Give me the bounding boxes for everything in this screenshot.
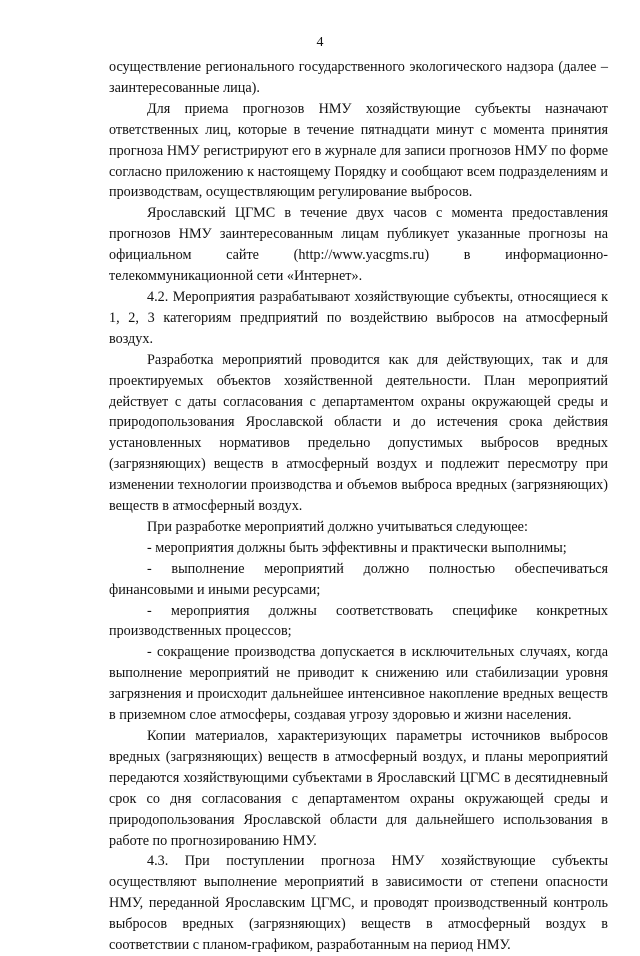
paragraph-measures-development: Разработка мероприятий проводится как для действующих, так и для проектируемых объектов хозяйственной деятельности. План мероприятий действует с даты согласования с департаментом охраны окружающей среды и природопользования Ярославской области и до истечения срока действия установленных нормативов предельно допустимых выбросов вредных (загрязняющих) веществ в атмосферный воздух и подлежит пересмотру при изменении технологии производства и объемов выброса вредных (загрязняющих) веществ в атмосферный воздух.	[109, 351, 608, 515]
paragraph-requirements-intro: При разработке мероприятий должно учитываться следующее:	[147, 518, 528, 535]
paragraph-section-4-2: 4.2. Мероприятия разрабатывают хозяйствующие субъекты, относящиеся к 1, 2, 3 категориям предприятий по воздействию выбросов на атмосферный воздух.	[109, 288, 608, 347]
list-item-effective: - мероприятия должны быть эффективны и практически выполнимы;	[147, 539, 567, 556]
list-item-specifics: - мероприятия должны соответствовать специфике конкретных производственных процессов;	[109, 602, 608, 640]
page-number: 4	[316, 35, 324, 50]
list-item-resources: - выполнение мероприятий должно полностью обеспечиваться финансовыми и иными ресурсами;	[109, 560, 608, 598]
document-body	[109, 57, 608, 956]
list-item-production-reduction: - сокращение производства допускается в исключительных случаях, когда выполнение мероприятий не приводит к снижению или стабилизации уровня загрязнения и происходит дальнейшее интенсивное накопление вредных веществ в приземном слое атмосферы, создавая угрозу здоровью и жизни населения.	[109, 644, 608, 724]
paragraph-continuation: осуществление регионального государственного экологического надзора (далее – заинтересованные лица).	[109, 59, 608, 96]
paragraph-forecast-publication: Ярославский ЦГМС в течение двух часов с момента предоставления прогнозов НМУ заинтересованным лицам публикует указанные прогнозы на официальном сайте (http://www.yacgms.ru) в информационно-телекоммуникационной сети «Интернет».	[109, 205, 608, 285]
paragraph-material-copies: Копии материалов, характеризующих параметры источников выбросов вредных (загрязняющих) веществ в атмосферный воздух, и планы мероприятий передаются хозяйствующими субъектами в Ярославский ЦГМС в десятидневный срок со дня согласования с департаментом охраны окружающей среды и природопользования Ярославской области для дальнейшего использования в работе по прогнозированию НМУ.	[109, 728, 608, 849]
paragraph-forecast-reception: Для приема прогнозов НМУ хозяйствующие субъекты назначают ответственных лиц, которые в течение пятнадцати минут с момента принятия прогноза НМУ регистрируют его в журнале для записи прогнозов НМУ по форме согласно приложению к настоящему Порядку и сообщают всем подразделениям и производствам, осуществляющим регулирование выбросов.	[109, 100, 608, 201]
paragraph-section-4-3: 4.3. При поступлении прогноза НМУ хозяйствующие субъекты осуществляют выполнение мероприятий в зависимости от степени опасности НМУ, переданной Ярославским ЦГМС, и проводят производственный контроль выбросов вредных (загрязняющих) веществ в атмосферный воздух в соответствии с планом-графиком, разработанным на период НМУ.	[109, 853, 608, 954]
